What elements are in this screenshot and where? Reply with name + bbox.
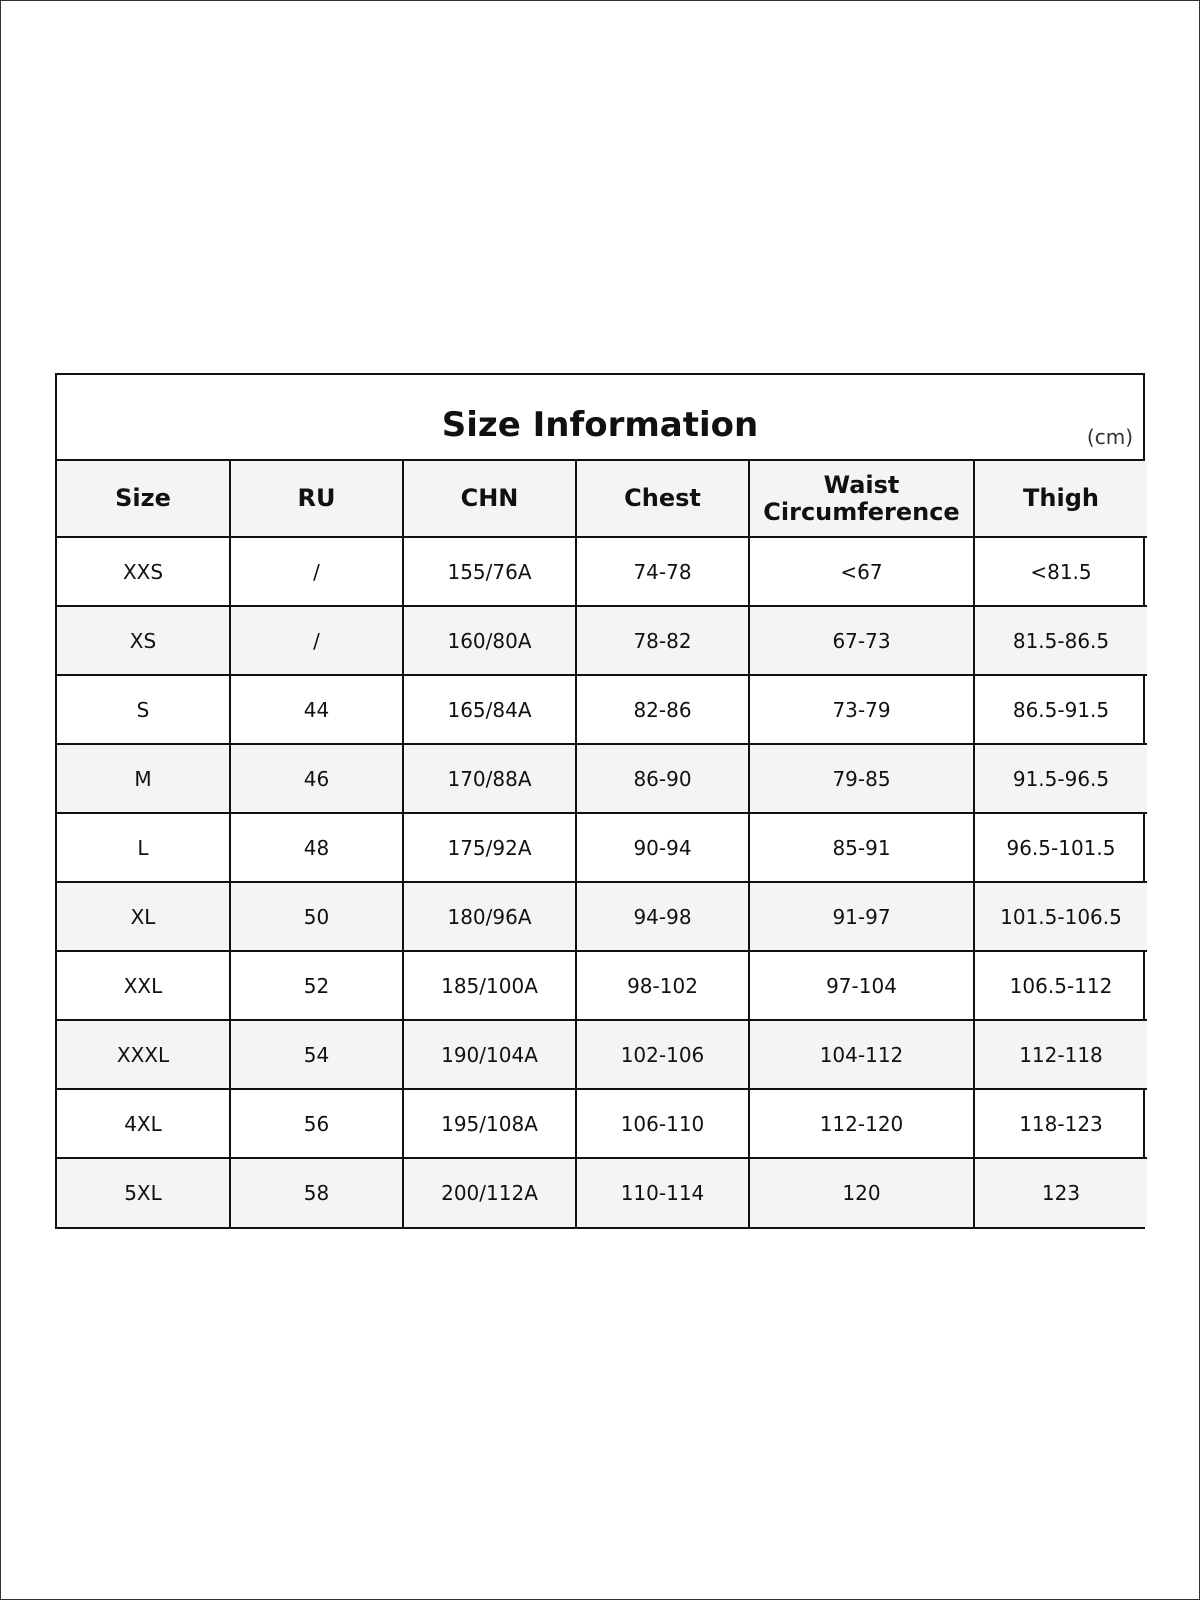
- cell-chest: 78-82: [576, 606, 749, 675]
- cell-waist: 112-120: [749, 1089, 974, 1158]
- cell-thigh: 86.5-91.5: [974, 675, 1147, 744]
- cell-ru: 46: [230, 744, 403, 813]
- cell-ru: 44: [230, 675, 403, 744]
- cell-ru: 48: [230, 813, 403, 882]
- cell-size: S: [57, 675, 230, 744]
- cell-waist: 85-91: [749, 813, 974, 882]
- cell-waist: 79-85: [749, 744, 974, 813]
- cell-size: XXS: [57, 537, 230, 606]
- cell-thigh: 106.5-112: [974, 951, 1147, 1020]
- cell-waist: 120: [749, 1158, 974, 1227]
- cell-chest: 82-86: [576, 675, 749, 744]
- cell-chn: 155/76A: [403, 537, 576, 606]
- header-size: Size: [57, 461, 230, 537]
- table-row: [57, 951, 1147, 1020]
- cell-chn: 190/104A: [403, 1020, 576, 1089]
- cell-waist: 91-97: [749, 882, 974, 951]
- cell-chn: 185/100A: [403, 951, 576, 1020]
- cell-size: M: [57, 744, 230, 813]
- table-row: [57, 1158, 1147, 1227]
- size-table: [57, 461, 1147, 1227]
- chart-header: [57, 375, 1143, 461]
- unit-label: (cm): [1086, 425, 1133, 449]
- cell-chn: 175/92A: [403, 813, 576, 882]
- cell-thigh: 118-123: [974, 1089, 1147, 1158]
- cell-chn: 195/108A: [403, 1089, 576, 1158]
- cell-chest: 98-102: [576, 951, 749, 1020]
- cell-thigh: 91.5-96.5: [974, 744, 1147, 813]
- table-row: [57, 675, 1147, 744]
- cell-chest: 86-90: [576, 744, 749, 813]
- cell-chest: 106-110: [576, 1089, 749, 1158]
- cell-chn: 200/112A: [403, 1158, 576, 1227]
- cell-thigh: 112-118: [974, 1020, 1147, 1089]
- table-row: [57, 1089, 1147, 1158]
- cell-waist: 97-104: [749, 951, 974, 1020]
- cell-ru: /: [230, 606, 403, 675]
- cell-ru: /: [230, 537, 403, 606]
- header-row: [57, 461, 1147, 537]
- cell-size: 5XL: [57, 1158, 230, 1227]
- table-row: [57, 1020, 1147, 1089]
- cell-chn: 180/96A: [403, 882, 576, 951]
- cell-thigh: 101.5-106.5: [974, 882, 1147, 951]
- cell-chest: 74-78: [576, 537, 749, 606]
- table-row: [57, 813, 1147, 882]
- cell-thigh: 96.5-101.5: [974, 813, 1147, 882]
- cell-size: XXL: [57, 951, 230, 1020]
- cell-size: XXXL: [57, 1020, 230, 1089]
- table-row: [57, 606, 1147, 675]
- header-thigh: Thigh: [974, 461, 1147, 537]
- cell-size: XS: [57, 606, 230, 675]
- cell-chest: 102-106: [576, 1020, 749, 1089]
- chart-title: Size Information: [441, 405, 759, 445]
- cell-waist: <67: [749, 537, 974, 606]
- cell-ru: 52: [230, 951, 403, 1020]
- header-chest: Chest: [576, 461, 749, 537]
- cell-thigh: 123: [974, 1158, 1147, 1227]
- cell-ru: 58: [230, 1158, 403, 1227]
- header-ru: RU: [230, 461, 403, 537]
- cell-waist: 67-73: [749, 606, 974, 675]
- cell-size: 4XL: [57, 1089, 230, 1158]
- header-chn: CHN: [403, 461, 576, 537]
- table-row: [57, 537, 1147, 606]
- cell-ru: 50: [230, 882, 403, 951]
- cell-chest: 94-98: [576, 882, 749, 951]
- cell-ru: 54: [230, 1020, 403, 1089]
- cell-waist: 73-79: [749, 675, 974, 744]
- cell-chn: 160/80A: [403, 606, 576, 675]
- cell-thigh: <81.5: [974, 537, 1147, 606]
- table-row: [57, 744, 1147, 813]
- cell-waist: 104-112: [749, 1020, 974, 1089]
- cell-chest: 90-94: [576, 813, 749, 882]
- cell-chest: 110-114: [576, 1158, 749, 1227]
- cell-chn: 165/84A: [403, 675, 576, 744]
- cell-size: XL: [57, 882, 230, 951]
- table-row: [57, 882, 1147, 951]
- cell-thigh: 81.5-86.5: [974, 606, 1147, 675]
- cell-size: L: [57, 813, 230, 882]
- cell-chn: 170/88A: [403, 744, 576, 813]
- size-chart: [55, 373, 1145, 1229]
- table-body: [57, 537, 1147, 1227]
- header-waist-circumference: Waist Circumference: [749, 461, 974, 537]
- cell-ru: 56: [230, 1089, 403, 1158]
